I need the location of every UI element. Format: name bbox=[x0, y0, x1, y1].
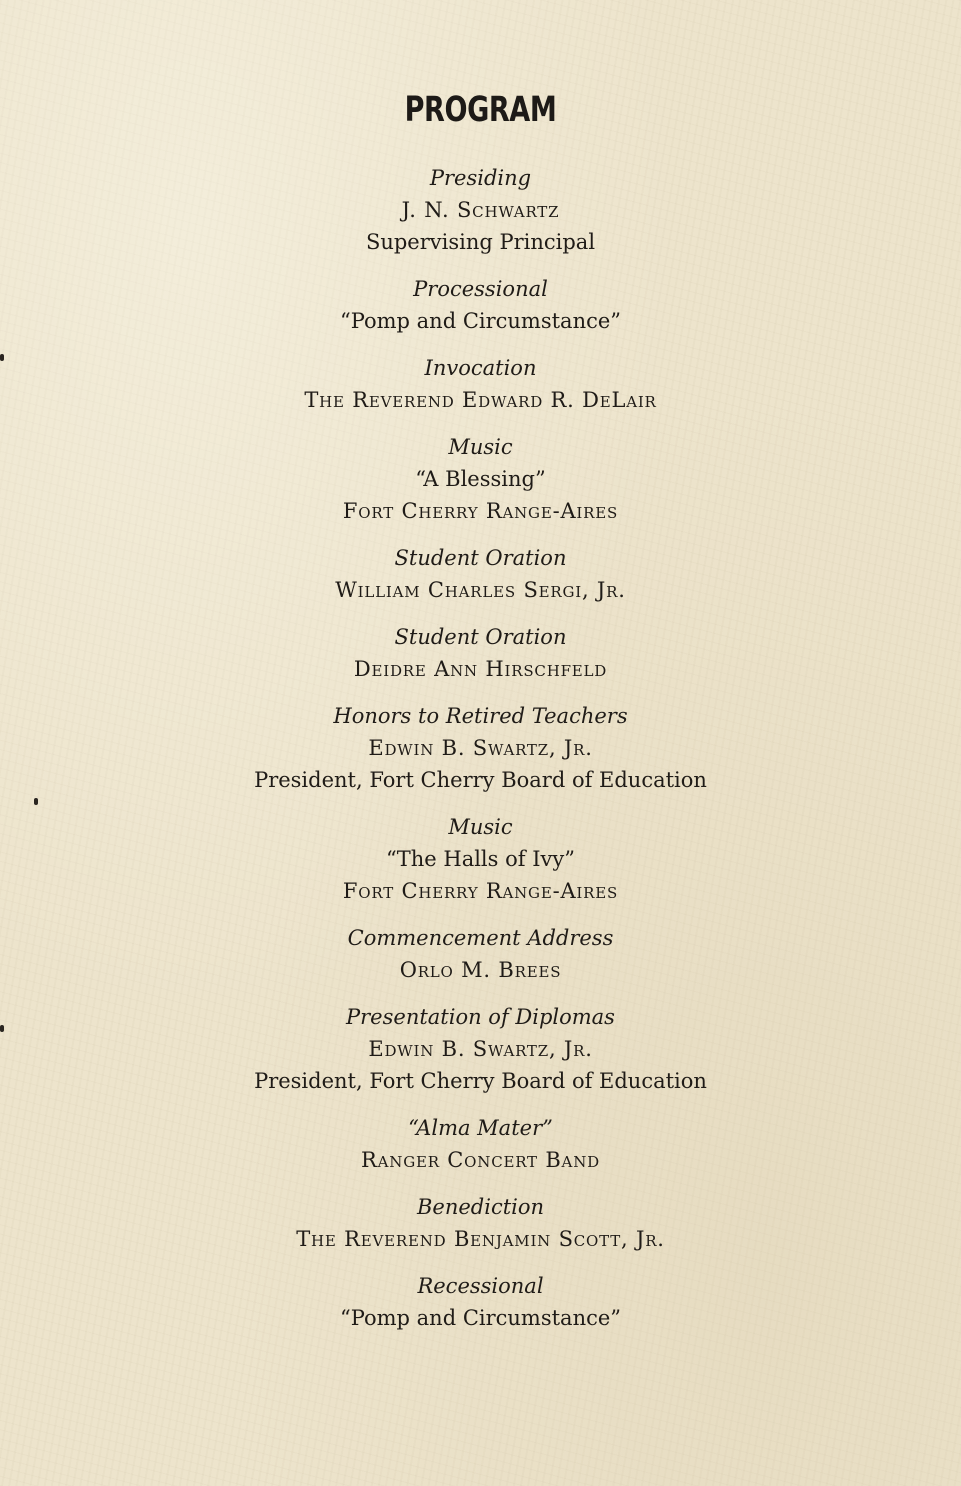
program-item-name: J. N. Schwartz bbox=[401, 198, 560, 222]
program-item-heading: Student Oration bbox=[394, 625, 567, 649]
edge-mark bbox=[0, 354, 4, 361]
program-item-detail: “Pomp and Circumstance” bbox=[339, 309, 622, 333]
program-item-name: Edwin B. Swartz, Jr. bbox=[368, 736, 593, 760]
edge-mark bbox=[34, 798, 38, 805]
program-item-heading: Honors to Retired Teachers bbox=[333, 704, 628, 728]
program-item-detail: “Pomp and Circumstance” bbox=[339, 1306, 622, 1330]
page-title: PROGRAM bbox=[404, 90, 557, 130]
program-item-detail: “The Halls of Ivy” bbox=[386, 847, 575, 871]
program-item bbox=[0, 1270, 961, 1334]
program-item-name: Orlo M. Brees bbox=[399, 958, 562, 982]
program-item-heading: Invocation bbox=[424, 356, 537, 380]
program-item bbox=[0, 431, 961, 527]
program-item bbox=[0, 621, 961, 685]
program-item-heading: Student Oration bbox=[394, 546, 567, 570]
program-item-heading: Benediction bbox=[416, 1195, 545, 1219]
program-item-heading: Music bbox=[448, 815, 513, 839]
program-item-detail: President, Fort Cherry Board of Education bbox=[254, 1069, 707, 1093]
program-item-name: Ranger Concert Band bbox=[361, 1148, 600, 1172]
program-item bbox=[0, 162, 961, 258]
program-item bbox=[0, 700, 961, 796]
program-item-heading: Commencement Address bbox=[347, 926, 614, 950]
edge-mark bbox=[0, 1025, 4, 1032]
program-item-heading: Presentation of Diplomas bbox=[346, 1005, 615, 1029]
program-item-heading: Music bbox=[448, 435, 513, 459]
program-item-heading: Processional bbox=[413, 277, 548, 301]
program-item-heading: Recessional bbox=[417, 1274, 544, 1298]
program-item-name: Fort Cherry Range-Aires bbox=[342, 879, 619, 903]
program-item-heading: Presiding bbox=[429, 166, 532, 190]
program-item bbox=[0, 352, 961, 416]
program-item-name: Fort Cherry Range-Aires bbox=[342, 499, 619, 523]
program-item bbox=[0, 1112, 961, 1176]
program-item-detail: Supervising Principal bbox=[365, 230, 596, 254]
program-item bbox=[0, 1001, 961, 1097]
program-item-name: Edwin B. Swartz, Jr. bbox=[368, 1037, 593, 1061]
program-item bbox=[0, 273, 961, 337]
program-item bbox=[0, 542, 961, 606]
program-item bbox=[0, 1191, 961, 1255]
program-item-name: Deidre Ann Hirschfeld bbox=[353, 657, 608, 681]
program-item bbox=[0, 811, 961, 907]
program-item-detail: “A Blessing” bbox=[415, 467, 546, 491]
program-item-heading: “Alma Mater” bbox=[408, 1116, 553, 1140]
program-list bbox=[0, 162, 961, 1349]
program-item-detail: President, Fort Cherry Board of Education bbox=[254, 768, 707, 792]
program-item-name: William Charles Sergi, Jr. bbox=[335, 578, 626, 602]
program-item-name: The Reverend Edward R. DeLair bbox=[304, 388, 657, 412]
program-item-name: The Reverend Benjamin Scott, Jr. bbox=[296, 1227, 665, 1251]
program-item bbox=[0, 922, 961, 986]
